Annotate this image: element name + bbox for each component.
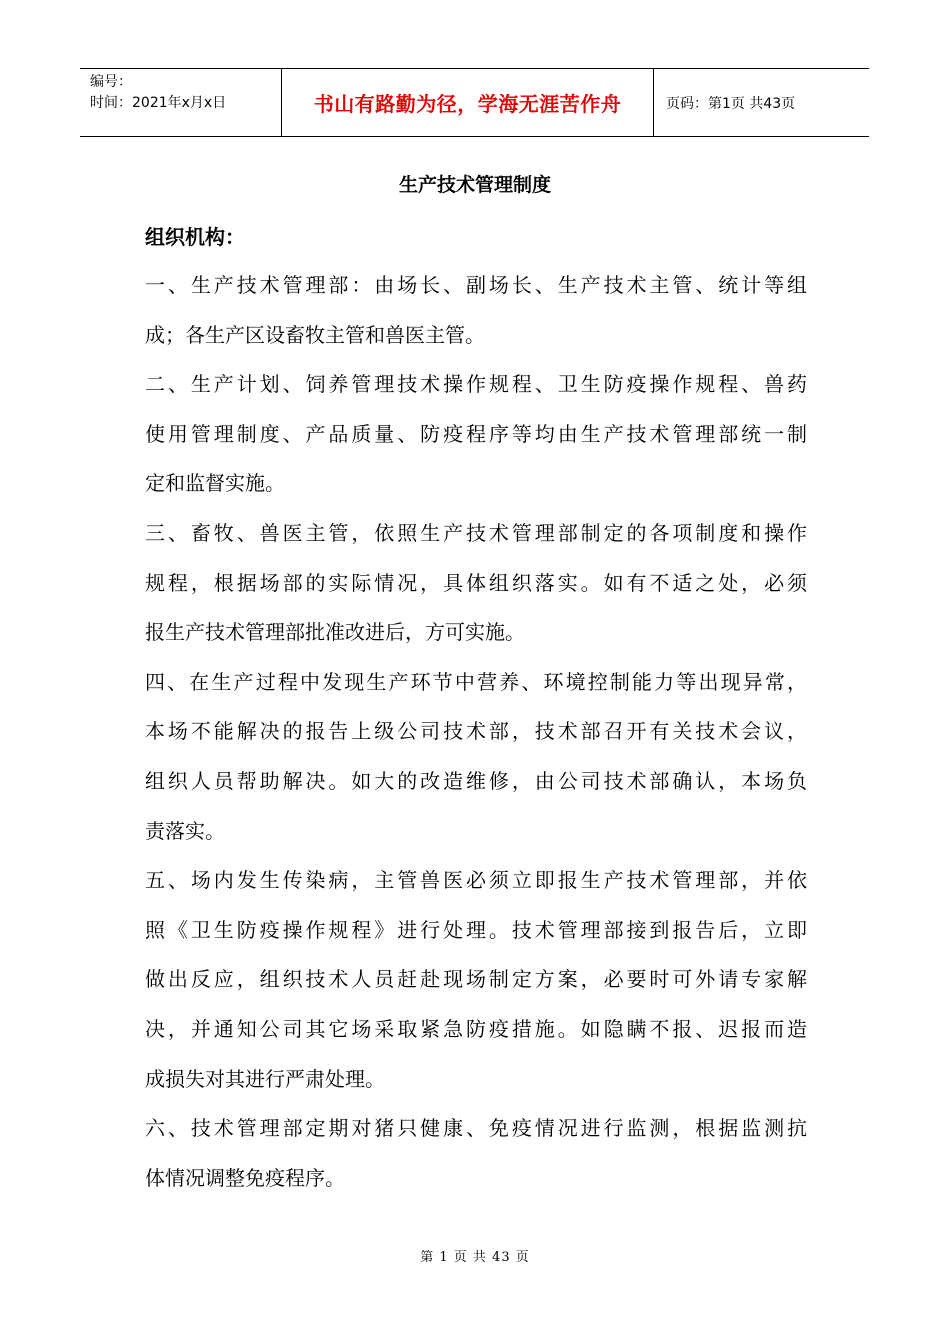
text-line: 四、在生产过程中发现生产环节中营养、环境控制能力等出现异常，	[145, 669, 807, 694]
header-table	[80, 68, 869, 137]
text-line: 成；各生产区设畜牧主管和兽医主管。	[145, 322, 485, 347]
text-line: 五、场内发生传染病，主管兽医必须立即报生产技术管理部，并依	[145, 868, 807, 893]
text-line: 六、技术管理部定期对猪只健康、免疫情况进行监测，根据监测抗	[145, 1116, 807, 1141]
text-line: 报生产技术管理部批准改进后，方可实施。	[145, 620, 525, 645]
text-line: 决，并通知公司其它场采取紧急防疫措施。如隐瞒不报、迟报而造	[145, 1016, 807, 1041]
text-line: 规程，根据场部的实际情况，具体组织落实。如有不适之处，必须	[145, 570, 807, 595]
document-title: 生产技术管理制度	[398, 174, 551, 196]
text-line: 三、畜牧、兽医主管，依照生产技术管理部制定的各项制度和操作	[145, 520, 807, 545]
document-body	[145, 261, 807, 1203]
header-left-cell	[80, 69, 282, 136]
header-motto: 书山有路勤为径，学海无涯苦作舟	[282, 69, 654, 136]
text-line: 一、生产技术管理部：由场长、副场长、生产技术主管、统计等组	[145, 273, 807, 297]
header-page-info: 页码：第1页 共43页	[666, 95, 796, 112]
section-heading: 组织机构：	[145, 225, 245, 249]
date-label: 时间：2021年x月x日	[90, 95, 227, 111]
text-line: 体情况调整免疫程序。	[145, 1165, 345, 1190]
text-line: 组织人员帮助解决。如大的改造维修，由公司技术部确认，本场负	[145, 768, 807, 793]
text-line: 成损失对其进行严肃处理。	[145, 1066, 385, 1091]
text-line: 定和监督实施。	[145, 471, 285, 496]
text-line: 本场不能解决的报告上级公司技术部，技术部召开有关技术会议，	[145, 719, 807, 744]
text-line: 使用管理制度、产品质量、防疫程序等均由生产技术管理部统一制	[145, 421, 807, 446]
page-footer: 第 1 页 共 43 页	[420, 1250, 530, 1265]
number-label: 编号：	[90, 74, 132, 90]
text-line: 二、生产计划、饲养管理技术操作规程、卫生防疫操作规程、兽药	[145, 372, 807, 397]
text-line: 责落实。	[145, 818, 225, 843]
text-line: 照《卫生防疫操作规程》进行处理。技术管理部接到报告后，立即	[145, 917, 807, 942]
text-line: 做出反应，组织技术人员赶赴现场制定方案，必要时可外请专家解	[145, 967, 807, 992]
